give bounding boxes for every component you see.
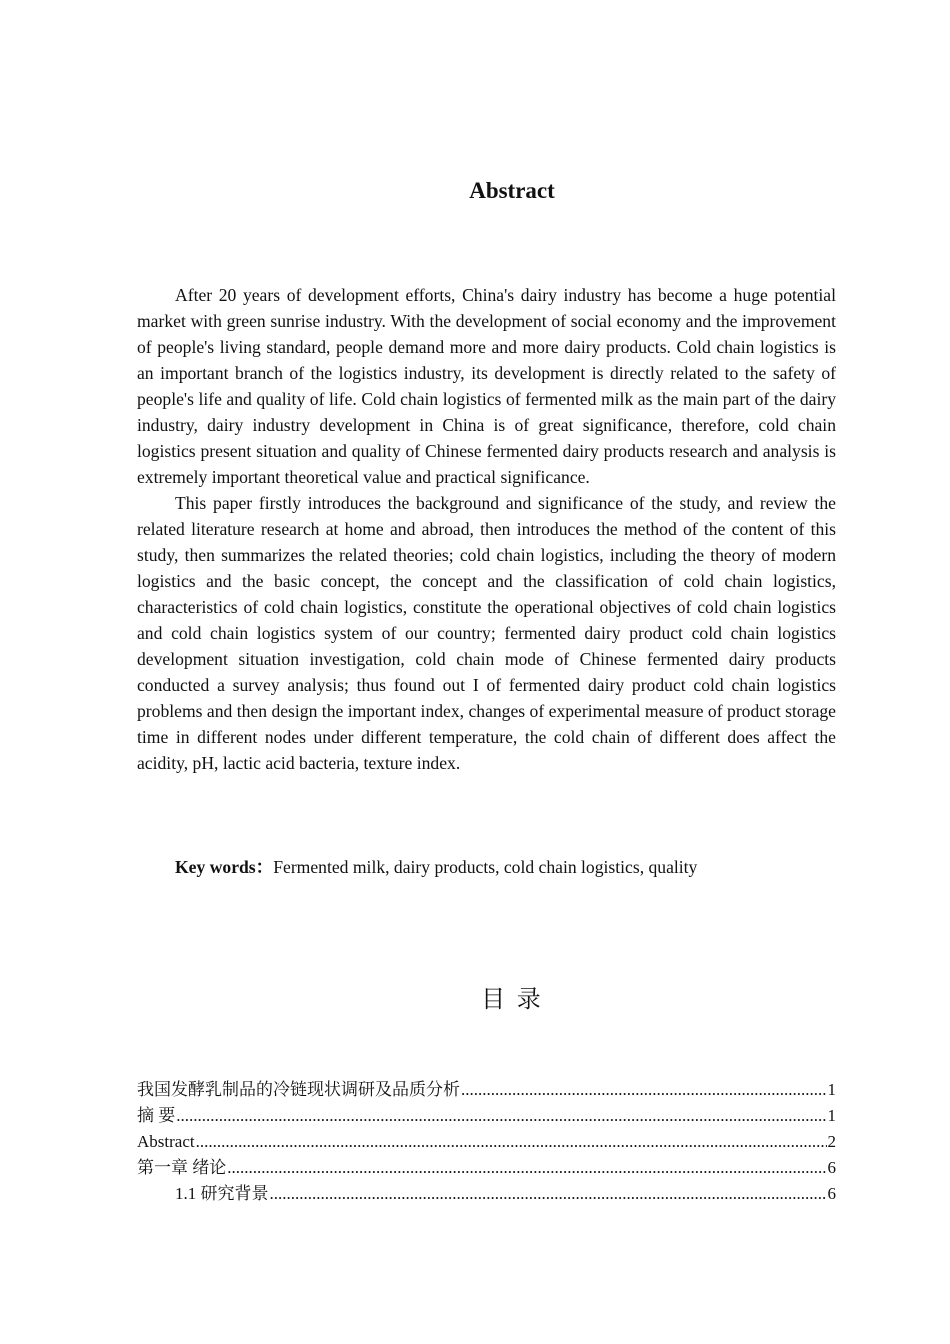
toc-leader-dots bbox=[176, 1103, 826, 1129]
abstract-title: Abstract bbox=[469, 178, 555, 203]
toc-entry[interactable] bbox=[137, 1181, 836, 1207]
abstract-paragraph: After 20 years of development efforts, China's dairy industry has become a huge potential market with green sunrise industry. With the development of social economy and the improvement of people's living standard, people demand more and more dairy products. Cold chain logistics is an important branch of the logistics industry, its development is directly related to the safety of people's life and quality of life. Cold chain logistics of fermented milk as the main part of the dairy industry, dairy industry development in China is of great significance, therefore, cold chain logistics present situation and quality of Chinese fermented dairy products research and analysis is extremely important theoretical value and practical significance. bbox=[137, 285, 836, 487]
toc-entry[interactable] bbox=[137, 1155, 836, 1181]
toc-entry[interactable] bbox=[137, 1129, 836, 1155]
toc-entry-label: 第一章 绪论 bbox=[137, 1158, 227, 1177]
toc-entry-label: 我国发酵乳制品的冷链现状调研及品质分析 bbox=[137, 1080, 460, 1099]
toc-title: 目 录 bbox=[481, 985, 543, 1013]
toc-entry[interactable] bbox=[137, 1077, 836, 1103]
toc-entry-label: 摘 要 bbox=[137, 1106, 176, 1125]
toc-leader-dots bbox=[196, 1129, 827, 1155]
toc-leader-dots bbox=[461, 1077, 827, 1103]
keywords-text: Fermented milk, dairy products, cold chain logistics, quality bbox=[273, 857, 698, 877]
toc-entry-page: 2 bbox=[827, 1132, 836, 1151]
keywords-label: Key words： bbox=[175, 857, 274, 877]
toc-entry-label: Abstract bbox=[137, 1132, 195, 1151]
table-of-contents bbox=[137, 1077, 836, 1207]
toc-leader-dots bbox=[270, 1181, 827, 1207]
toc-entry-page: 1 bbox=[827, 1106, 836, 1125]
toc-entry-page: 1 bbox=[827, 1080, 836, 1099]
toc-entry[interactable] bbox=[137, 1103, 836, 1129]
toc-entry-label: 1.1 研究背景 bbox=[175, 1184, 269, 1203]
abstract-body bbox=[137, 282, 836, 776]
toc-entry-page: 6 bbox=[827, 1158, 836, 1177]
toc-leader-dots bbox=[227, 1155, 826, 1181]
keywords-line bbox=[175, 854, 836, 880]
abstract-paragraph: This paper firstly introduces the background and significance of the study, and review the related literature research at home and abroad, then introduces the method of the content of this study, then summarizes the related theories; cold chain logistics, including the theory of modern logistics and the basic concept, the concept and the classification of cold chain logistics, characteristics of cold chain logistics, constitute the operational objectives of cold chain logistics and cold chain logistics system of our country; fermented dairy product cold chain logistics development situation investigation, cold chain mode of Chinese fermented dairy products conducted a survey analysis; thus found out I of fermented dairy product cold chain logistics problems and then design the important index, changes of experimental measure of product storage time in different nodes under different temperature, the cold chain of different does affect the acidity, pH, lactic acid bacteria, texture index. bbox=[137, 493, 836, 773]
toc-entry-page: 6 bbox=[827, 1184, 836, 1203]
